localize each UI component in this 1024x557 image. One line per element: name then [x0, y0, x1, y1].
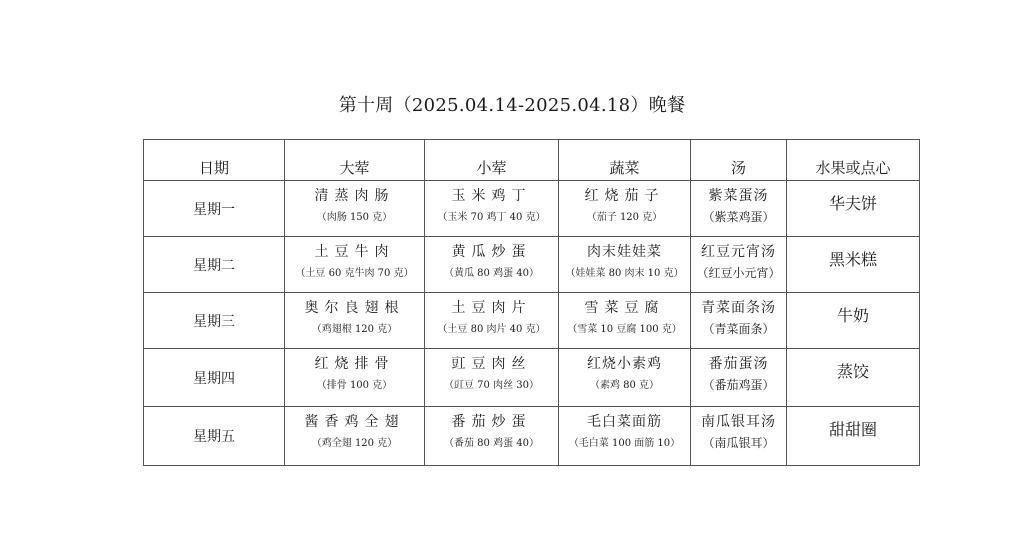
table-row — [144, 349, 920, 407]
day-cell: 星期二 — [144, 237, 285, 293]
dish-name: 黄瓜炒蛋 — [451, 244, 532, 260]
header-vegetable: 蔬菜 — [559, 140, 691, 181]
dish-detail: （素鸡 80 克） — [589, 380, 660, 391]
small-meat-cell — [425, 181, 559, 237]
dish-detail: （鸡全翅 120 克） — [311, 438, 398, 449]
dish-name: 玉米鸡丁 — [451, 188, 532, 204]
table-row — [144, 181, 920, 237]
fruit-cell: 蒸饺 — [787, 349, 920, 407]
header-soup: 汤 — [691, 140, 787, 181]
table-row — [144, 237, 920, 293]
dish-detail: （肉肠 150 克） — [316, 212, 393, 223]
vegetable-cell — [559, 181, 691, 237]
dish-detail: （黄瓜 80 鸡蛋 40） — [444, 268, 539, 279]
soup-cell — [691, 237, 787, 293]
fruit-cell: 黑米糕 — [787, 237, 920, 293]
dish-detail: （鸡翅根 120 克） — [311, 324, 398, 335]
dish-name: 番茄蛋汤 — [708, 356, 769, 372]
big-meat-cell — [285, 293, 425, 349]
vegetable-cell — [559, 293, 691, 349]
dish-detail: （番茄鸡蛋） — [702, 378, 775, 392]
dish-detail: （豇豆 70 肉丝 30） — [444, 380, 539, 391]
dish-name: 清蒸肉肠 — [314, 188, 395, 204]
vegetable-cell — [559, 237, 691, 293]
vegetable-cell — [559, 407, 691, 466]
day-cell: 星期三 — [144, 293, 285, 349]
dish-name: 红烧茄子 — [584, 188, 665, 204]
page-title: 第十周（2025.04.14-2025.04.18）晚餐 — [338, 95, 686, 116]
dish-detail: （土豆 60 克牛肉 70 克） — [295, 268, 414, 279]
soup-cell — [691, 181, 787, 237]
small-meat-cell — [425, 349, 559, 407]
big-meat-cell — [285, 349, 425, 407]
dish-name: 肉末娃娃菜 — [587, 244, 662, 260]
table-header-row — [144, 140, 920, 181]
small-meat-cell — [425, 293, 559, 349]
dish-detail: （红豆小元宵） — [696, 266, 781, 280]
dish-name: 红烧小素鸡 — [587, 356, 662, 372]
header-fruit-snack: 水果或点心 — [787, 140, 920, 181]
dish-name: 豇豆肉丝 — [451, 356, 532, 372]
dish-detail: （娃娃菜 80 肉末 10 克） — [565, 268, 684, 279]
dish-detail: （紫菜鸡蛋） — [702, 210, 775, 224]
vegetable-cell — [559, 349, 691, 407]
fruit-cell: 甜甜圈 — [787, 407, 920, 466]
dish-name: 红烧排骨 — [314, 356, 395, 372]
dish-name: 番茄炒蛋 — [451, 414, 532, 430]
fruit-cell: 牛奶 — [787, 293, 920, 349]
dish-detail: （雪菜 10 豆腐 100 克） — [567, 324, 682, 335]
dish-name: 雪菜豆腐 — [584, 300, 665, 316]
big-meat-cell — [285, 181, 425, 237]
dish-detail: （土豆 80 肉片 40 克） — [437, 324, 546, 335]
dish-name: 酱香鸡全翅 — [304, 414, 405, 430]
big-meat-cell — [285, 237, 425, 293]
dish-name: 土豆牛肉 — [314, 244, 395, 260]
dish-name: 红豆元宵汤 — [701, 244, 776, 260]
dish-detail: （排骨 100 克） — [316, 380, 393, 391]
soup-cell — [691, 407, 787, 466]
table-row — [144, 407, 920, 466]
small-meat-cell — [425, 237, 559, 293]
dish-detail: （南瓜银耳） — [702, 436, 775, 450]
fruit-cell: 华夫饼 — [787, 181, 920, 237]
table-row — [144, 293, 920, 349]
day-cell: 星期四 — [144, 349, 285, 407]
dish-name: 毛白菜面筋 — [587, 414, 662, 430]
soup-cell — [691, 349, 787, 407]
dish-detail: （茄子 120 克） — [586, 212, 663, 223]
dish-name: 青菜面条汤 — [701, 300, 776, 316]
header-big-meat: 大荤 — [285, 140, 425, 181]
day-cell: 星期五 — [144, 407, 285, 466]
dish-name: 紫菜蛋汤 — [708, 188, 769, 204]
dinner-menu-table — [143, 139, 920, 466]
header-small-meat: 小荤 — [425, 140, 559, 181]
soup-cell — [691, 293, 787, 349]
header-date: 日期 — [144, 140, 285, 181]
dish-detail: （番茄 80 鸡蛋 40） — [444, 438, 539, 449]
big-meat-cell — [285, 407, 425, 466]
dish-name: 土豆肉片 — [451, 300, 532, 316]
dish-name: 南瓜银耳汤 — [701, 414, 776, 430]
dish-detail: （玉米 70 鸡丁 40 克） — [437, 212, 546, 223]
day-cell: 星期一 — [144, 181, 285, 237]
dish-detail: （毛白菜 100 面筋 10） — [568, 438, 681, 449]
dish-name: 奥尔良翅根 — [304, 300, 405, 316]
dish-detail: （青菜面条） — [702, 322, 775, 336]
small-meat-cell — [425, 407, 559, 466]
